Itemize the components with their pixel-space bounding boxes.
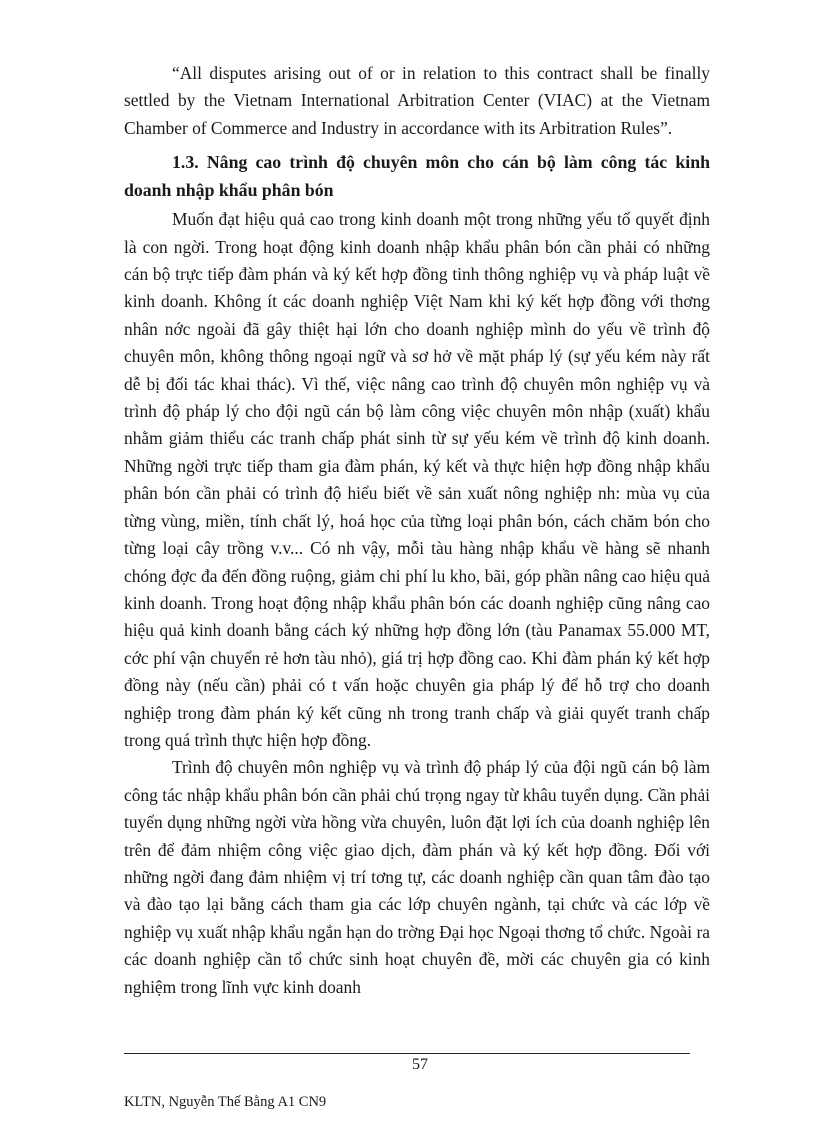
- document-body: [124, 60, 710, 1001]
- footer-divider: [124, 1053, 690, 1054]
- footer-author: KLTN, Nguyễn Thế Bằng A1 CN9: [124, 1094, 327, 1110]
- body-paragraph-2: Trình độ chuyên môn nghiệp vụ và trình độ pháp lý của đội ngũ cán bộ làm công tác nhập khẩu phân bón cần phải chú trọng ngay từ khâu tuyển dụng. Cần phải tuyển dụng những ngời vừa hồng vừa chuyên, luôn đặt lợi ích của doanh nghiệp lên trên để đảm nhiệm công việc giao dịch, đàm phán và ký kết hợp đồng. Đối với những ngời đang đảm nhiệm vị trí tơng tự, các doanh nghiệp cần quan tâm đào tạo và đào tạo lại bằng cách tham gia các lớp chuyên ngành, tại chức và các lớp về nghiệp vụ xuất nhập khẩu ngắn hạn do trờng Đại học Ngoại thơng tổ chức. Ngoài ra các doanh nghiệp cần tổ chức sinh hoạt chuyên đề, mời các chuyên gia có kinh nghiệm trong lĩnh vực kinh doanh: [124, 757, 710, 997]
- arbitration-clause-quote: “All disputes arising out of or in relation to this contract shall be finally settled by the Vietnam International Arbitration Center (VIAC) at the Vietnam Chamber of Commerce and Industry in accordance with its Arbitration Rules”.: [124, 63, 710, 138]
- body-paragraph-1: Muốn đạt hiệu quả cao trong kinh doanh một trong những yếu tố quyết định là con ngời. Trong hoạt động kinh doanh nhập khẩu phân bón cần phải có những cán bộ trực tiếp đàm phán và ký kết hợp đồng tinh thông nghiệp vụ và pháp luật về kinh doanh. Không ít các doanh nghiệp Việt Nam khi ký kết hợp đồng với thơng nhân nớc ngoài đã gây thiệt hại lớn cho doanh nghiệp mình do yếu về trình độ chuyên môn, không thông ngoại ngữ và sơ hở về mặt pháp lý (sự yếu kém này rất dễ bị đối tác khai thác). Vì thế, việc nâng cao trình độ chuyên môn nghiệp vụ và trình độ pháp lý cho đội ngũ cán bộ làm công việc chuyên môn nhập (xuất) khẩu nhằm giảm thiểu các tranh chấp phát sinh từ sự yếu kém về trình độ kinh doanh. Những ngời trực tiếp tham gia đàm phán, ký kết và thực hiện hợp đồng nhập khẩu phân bón cần phải có trình độ hiểu biết về sản xuất nông nghiệp nh: mùa vụ của từng vùng, miền, tính chất lý, hoá học của từng loại phân bón, cách chăm bón cho từng loại cây trồng v.v... Có nh vậy, mỗi tàu hàng nhập khẩu về hàng sẽ nhanh chóng đợc đa đến đồng ruộng, giảm chi phí lu kho, bãi, góp phần nâng cao hiệu quả kinh doanh. Trong hoạt động nhập khẩu phân bón các doanh nghiệp cũng nâng cao hiệu quả kinh doanh bằng cách ký những hợp đồng lớn (tàu Panamax 55.000 MT, cớc phí vận chuyển rẻ hơn tàu nhỏ), giá trị hợp đồng cao. Khi đàm phán ký kết hợp đồng này (nếu cần) phải có t vấn hoặc chuyên gia pháp lý để hỗ trợ cho doanh nghiệp trong đàm phán ký kết cũng nh trong tranh chấp và giải quyết tranh chấp trong quá trình thực hiện hợp đồng.: [124, 209, 710, 750]
- section-heading: 1.3. Nâng cao trình độ chuyên môn cho cán bộ làm công tác kinh doanh nhập khẩu phân bón: [124, 152, 710, 201]
- page-number: 57: [412, 1056, 428, 1073]
